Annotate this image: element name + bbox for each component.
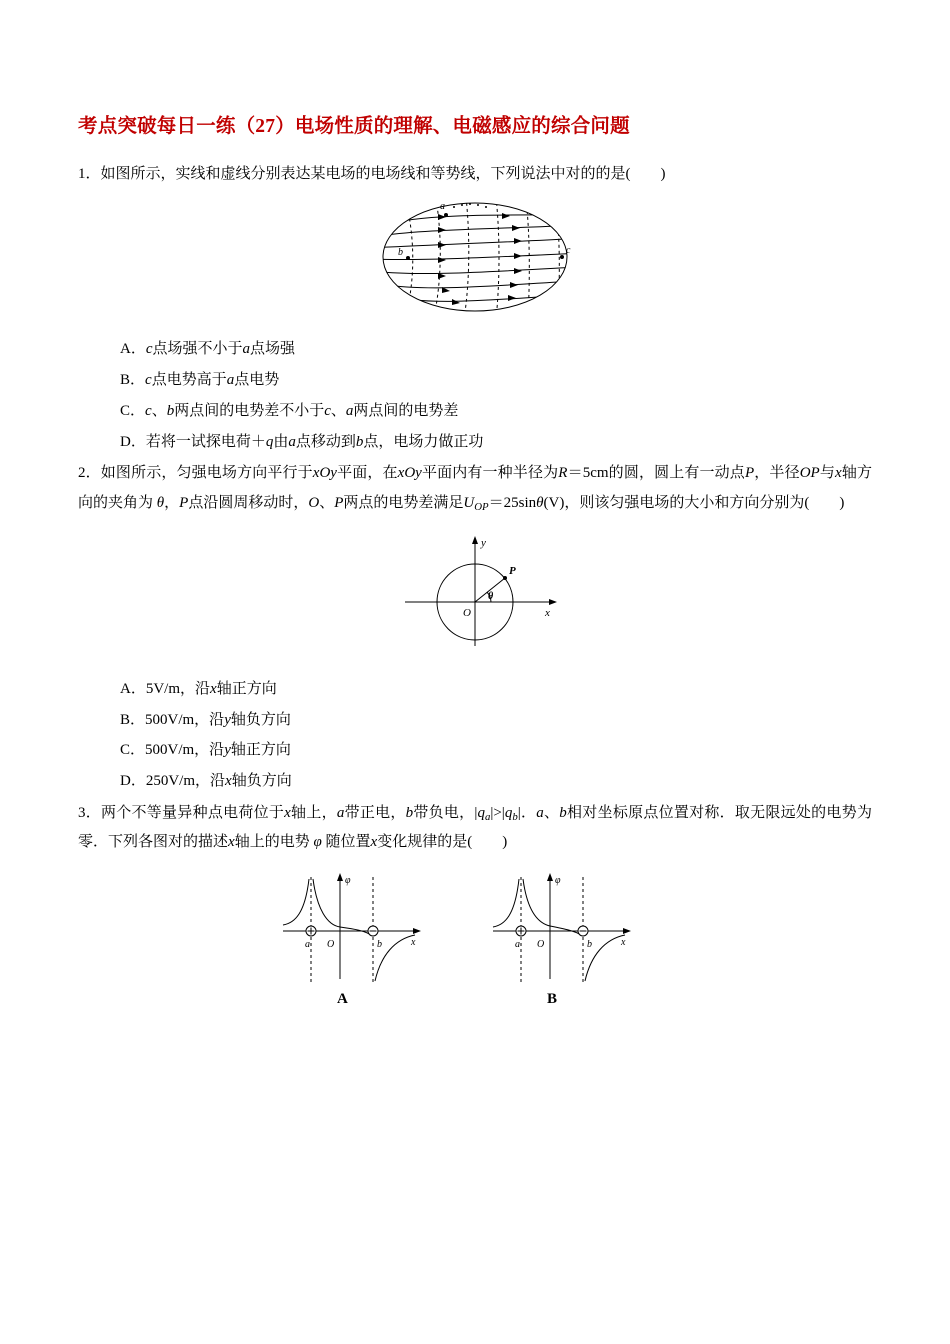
svg-text:a: a bbox=[515, 939, 520, 951]
question-2-stem: 2．如图所示，匀强电场方向平行于xOy平面，在xOy平面内有一种半径为R＝5cm的圆，圆上有一动点P，半径OP与x轴方向的夹角为 θ，P点沿圆周移动时，O、P两点的电势差满足$U_{OP}=25\sin\theta(V)$，则该匀强电场的大小和方向分别为( ) bbox=[78, 465, 872, 513]
svg-text:φ: φ bbox=[555, 875, 561, 887]
svg-text:a: a bbox=[305, 939, 310, 951]
point-p-label: P bbox=[509, 564, 516, 577]
question-3 bbox=[78, 799, 872, 1010]
point-a-dot bbox=[444, 213, 448, 217]
graph-b-label: B bbox=[547, 991, 558, 1008]
point-c-label: c bbox=[566, 245, 571, 257]
circle-uniform-field-figure bbox=[78, 528, 872, 658]
question-2-option-d: D．250V/m，沿x轴负方向 bbox=[120, 773, 292, 789]
potential-vs-x-graphs bbox=[78, 869, 872, 1009]
origin-label: O bbox=[463, 606, 471, 619]
question-2-option-b: B．500V/m，沿y轴负方向 bbox=[120, 711, 291, 728]
page-title: 考点突破每日一练（27）电场性质的理解、电磁感应的综合问题 bbox=[78, 116, 630, 137]
graph-a-label: A bbox=[337, 991, 348, 1008]
question-1 bbox=[78, 160, 872, 457]
question-1-option-d: D．若将一试探电荷＋q由a点移动到b点，电场力做正功 bbox=[120, 433, 484, 450]
question-1-option-b: B．c点电势高于a点电势 bbox=[120, 372, 280, 388]
point-b-dot bbox=[406, 256, 410, 260]
question-1-stem bbox=[78, 160, 872, 189]
potential-graphs-svg bbox=[265, 869, 685, 1009]
question-1-option-c: C．c、b两点间的电势差不小于c、a两点间的电势差 bbox=[120, 402, 459, 419]
svg-text:x: x bbox=[411, 937, 416, 949]
svg-text:b: b bbox=[587, 939, 592, 951]
angle-theta-label: θ bbox=[488, 590, 494, 602]
question-2-option-c: C．500V/m，沿y轴正方向 bbox=[120, 742, 291, 759]
question-2-option-a: A．5V/m，沿x轴正方向 bbox=[120, 680, 277, 697]
field-lines-equipotential-svg bbox=[350, 195, 600, 320]
field-lines-equipotential-figure bbox=[78, 195, 872, 320]
x-axis-label: x bbox=[545, 606, 550, 619]
svg-text:O: O bbox=[327, 939, 335, 951]
y-axis-label: y bbox=[481, 536, 486, 549]
graph-a bbox=[283, 873, 421, 1007]
graph-b bbox=[493, 873, 631, 1007]
question-1-text: 如图所示，实线和虚线分别表达某电场的电场线和等势线，下列说法中对的的是( ) bbox=[100, 166, 666, 182]
question-1-option-a: A．c点场强不小于a点场强 bbox=[120, 341, 296, 358]
point-b-label: b bbox=[398, 247, 403, 259]
svg-text:O: O bbox=[537, 939, 545, 951]
question-1-number: 1． bbox=[78, 166, 101, 182]
question-2 bbox=[78, 459, 872, 797]
point-a-label: a bbox=[440, 201, 445, 213]
circle-uniform-field-svg bbox=[375, 528, 575, 658]
point-c-dot bbox=[560, 255, 564, 259]
svg-text:φ: φ bbox=[345, 875, 351, 887]
svg-text:x: x bbox=[621, 937, 626, 949]
svg-text:b: b bbox=[377, 939, 382, 951]
question-3-stem: 3．两个不等量异种点电荷位于x轴上，a带正电，b带负电，$|q_a|>|q_b|$．a、b相对坐标原点位置对称．取无限远处的电势为零．下列各图对的描述x轴上的电势 φ 随位置x变化规律的是( ) bbox=[78, 804, 872, 850]
